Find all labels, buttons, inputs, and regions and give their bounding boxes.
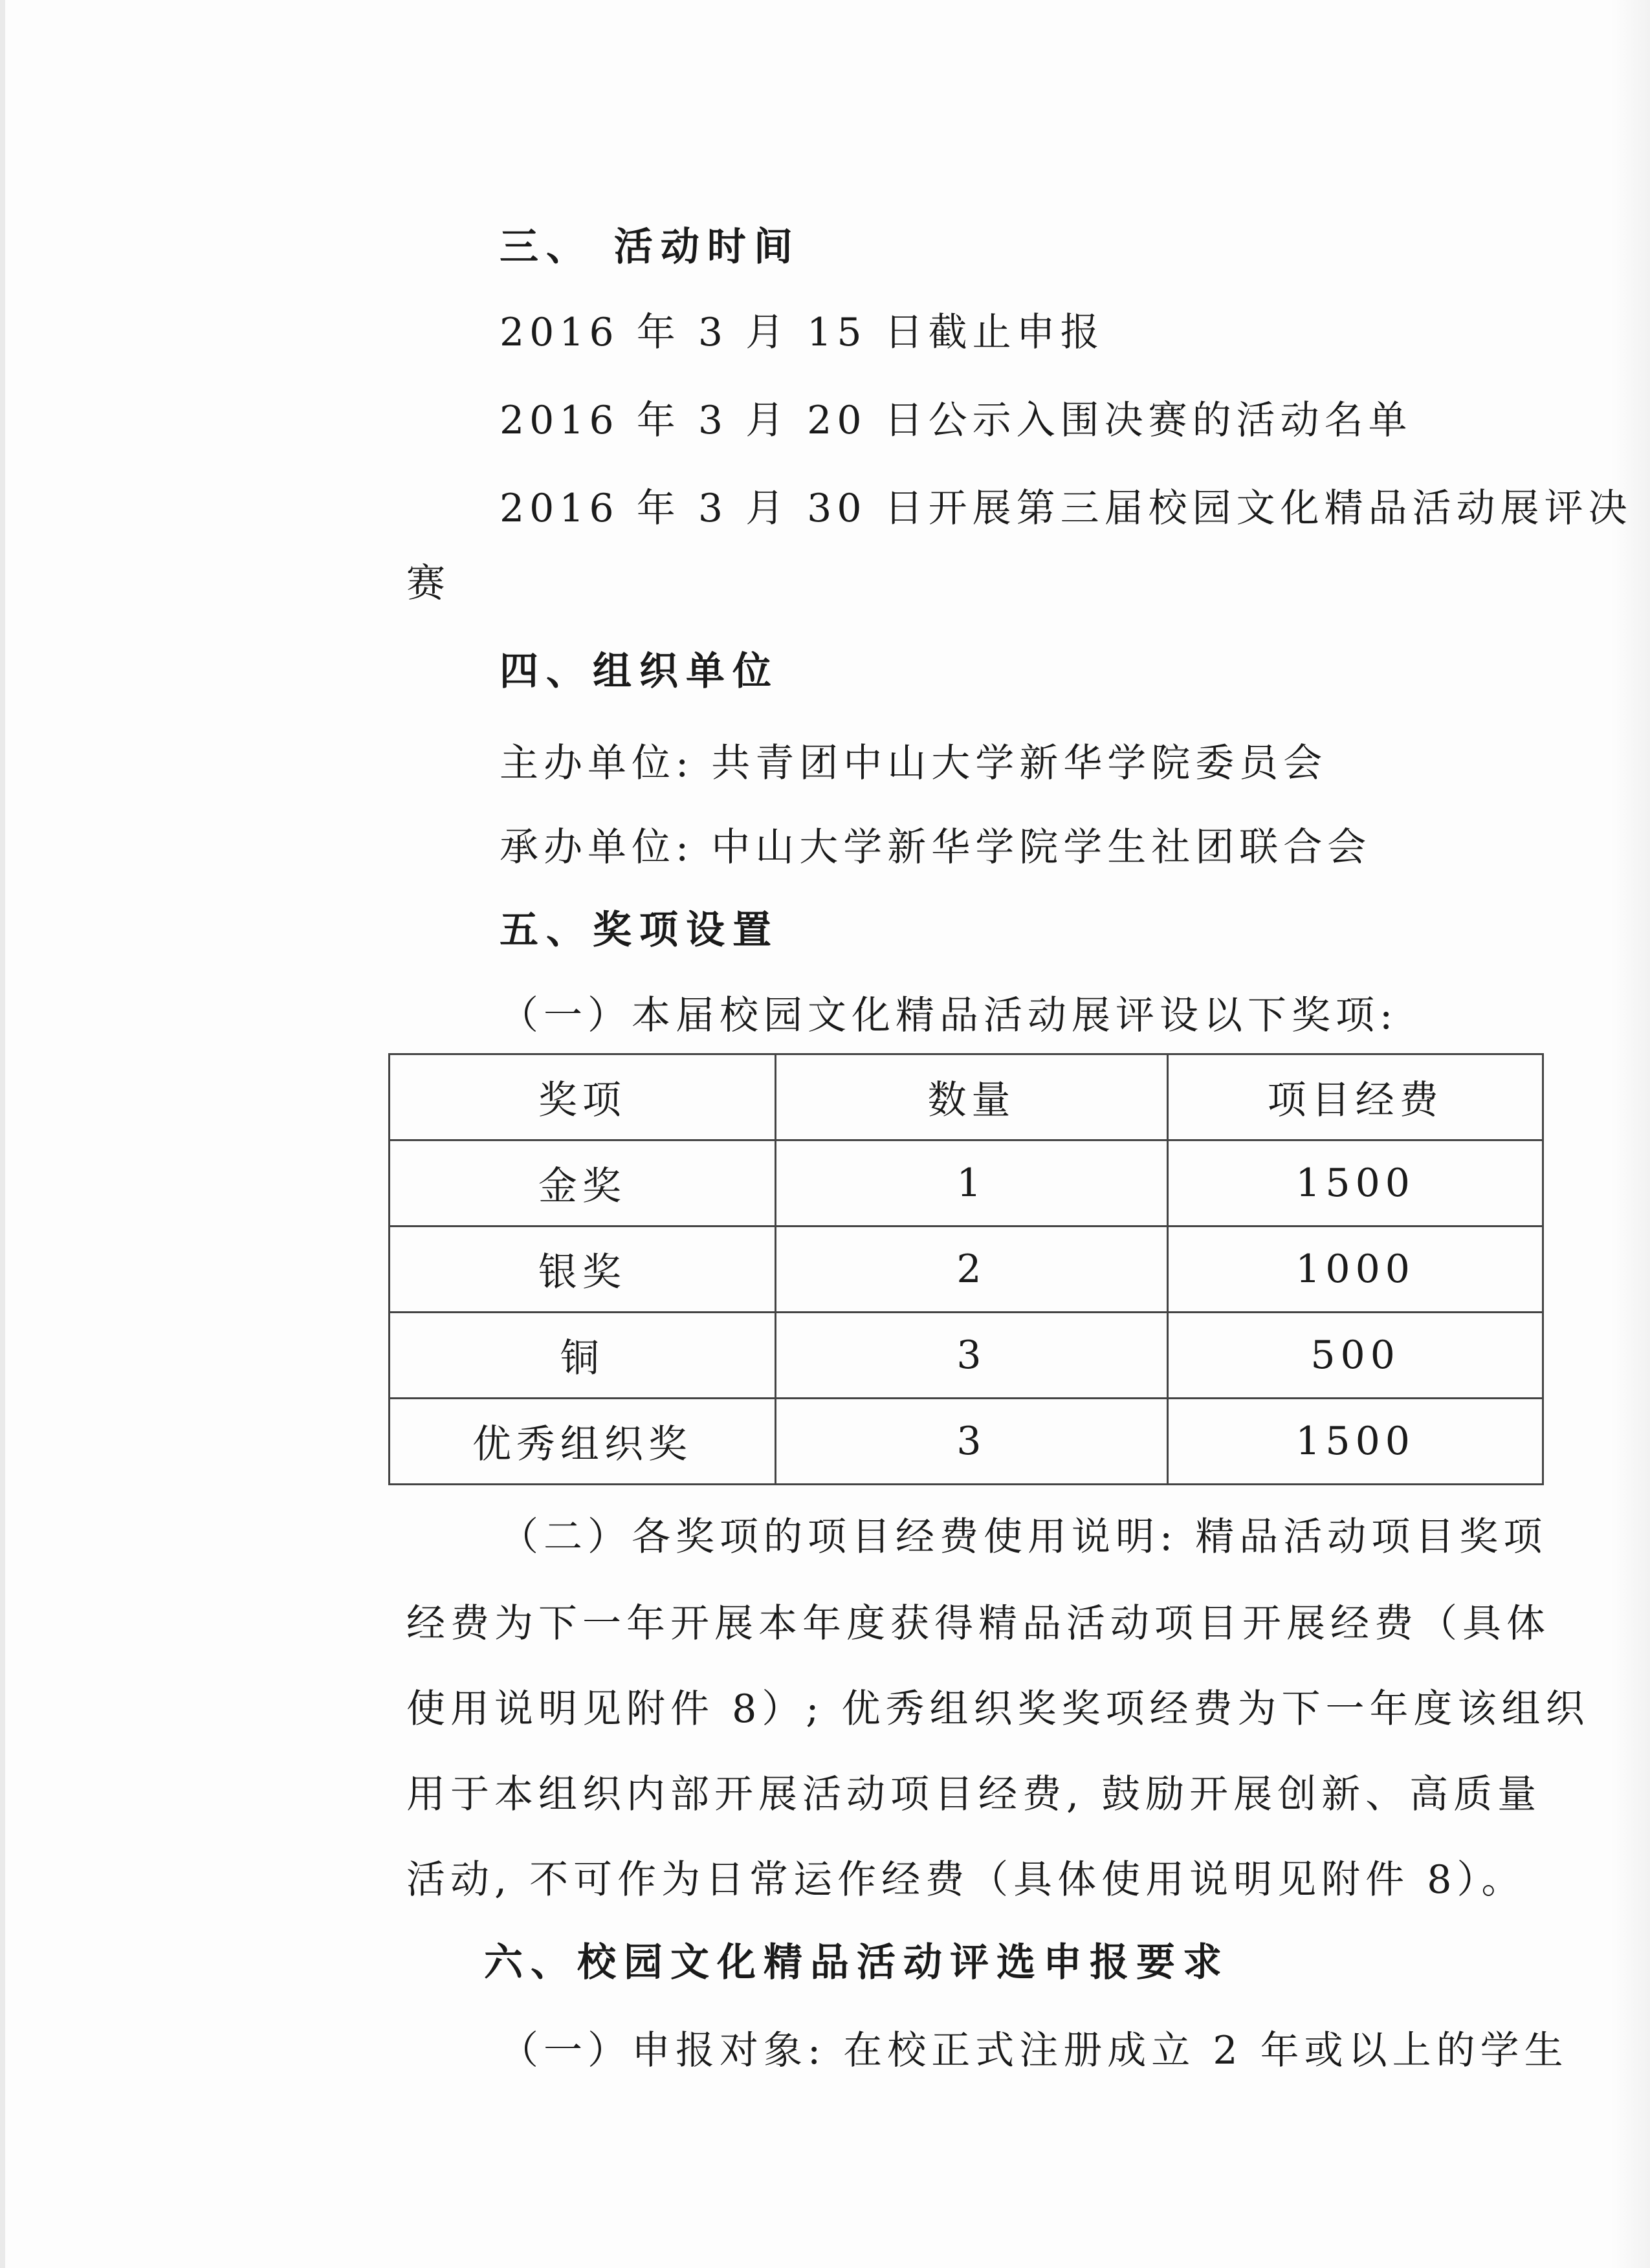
table-row xyxy=(390,1313,1543,1399)
cell-funding: 500 xyxy=(1168,1313,1543,1399)
cell-award: 铜 xyxy=(390,1313,776,1399)
timeline-line-1: 2016 年 3 月 15 日截止申报 xyxy=(500,310,1105,355)
section6-heading: 六、校园文化精品活动评选申报要求 xyxy=(484,1940,1229,1985)
section3-heading: 三、 活动时间 xyxy=(500,224,800,270)
cell-funding: 1500 xyxy=(1168,1399,1543,1485)
table-header-row xyxy=(390,1054,1543,1140)
cell-quantity: 3 xyxy=(775,1313,1168,1399)
timeline-line-2: 2016 年 3 月 20 日公示入围决赛的活动名单 xyxy=(500,398,1413,443)
section6-line-1: （一）申报对象: 在校正式注册成立 2 年或以上的学生 xyxy=(500,2028,1568,2073)
cell-award: 金奖 xyxy=(390,1140,776,1227)
cell-quantity: 1 xyxy=(775,1140,1168,1227)
organizer-unit: 承办单位: 中山大学新华学院学生社团联合会 xyxy=(500,825,1372,870)
host-unit: 主办单位: 共青团中山大学新华学院委员会 xyxy=(500,741,1328,786)
awards-table xyxy=(388,1053,1544,1485)
funding-note-line-2: 经费为下一年开展本年度获得精品活动项目开展经费（具体 xyxy=(406,1601,1550,1646)
table-row xyxy=(390,1227,1543,1313)
page-edge-shadow xyxy=(1611,0,1650,2268)
timeline-line-3: 2016 年 3 月 30 日开展第三届校园文化精品活动展评决 xyxy=(500,486,1633,531)
funding-note-line-5: 活动, 不可作为日常运作经费（具体使用说明见附件 8）。 xyxy=(406,1857,1526,1903)
funding-note-line-1: （二）各奖项的项目经费使用说明: 精品活动项目奖项 xyxy=(500,1514,1548,1560)
awards-intro: （一）本届校园文化精品活动展评设以下奖项: xyxy=(500,993,1398,1038)
header-funding: 项目经费 xyxy=(1168,1054,1543,1140)
section5-heading: 五、奖项设置 xyxy=(500,908,779,953)
cell-award: 优秀组织奖 xyxy=(390,1399,776,1485)
table-row xyxy=(390,1140,1543,1227)
cell-quantity: 2 xyxy=(775,1227,1168,1313)
funding-note-line-4: 用于本组织内部开展活动项目经费, 鼓励开展创新、高质量 xyxy=(406,1772,1542,1817)
cell-award: 银奖 xyxy=(390,1227,776,1313)
section4-heading: 四、组织单位 xyxy=(500,649,779,694)
funding-note-line-3: 使用说明见附件 8）; 优秀组织奖奖项经费为下一年度该组织 xyxy=(406,1686,1590,1732)
header-quantity: 数量 xyxy=(775,1054,1168,1140)
cell-funding: 1000 xyxy=(1168,1227,1543,1313)
timeline-line-4: 赛 xyxy=(406,561,450,606)
header-award: 奖项 xyxy=(390,1054,776,1140)
table-row xyxy=(390,1399,1543,1485)
cell-quantity: 3 xyxy=(775,1399,1168,1485)
cell-funding: 1500 xyxy=(1168,1140,1543,1227)
